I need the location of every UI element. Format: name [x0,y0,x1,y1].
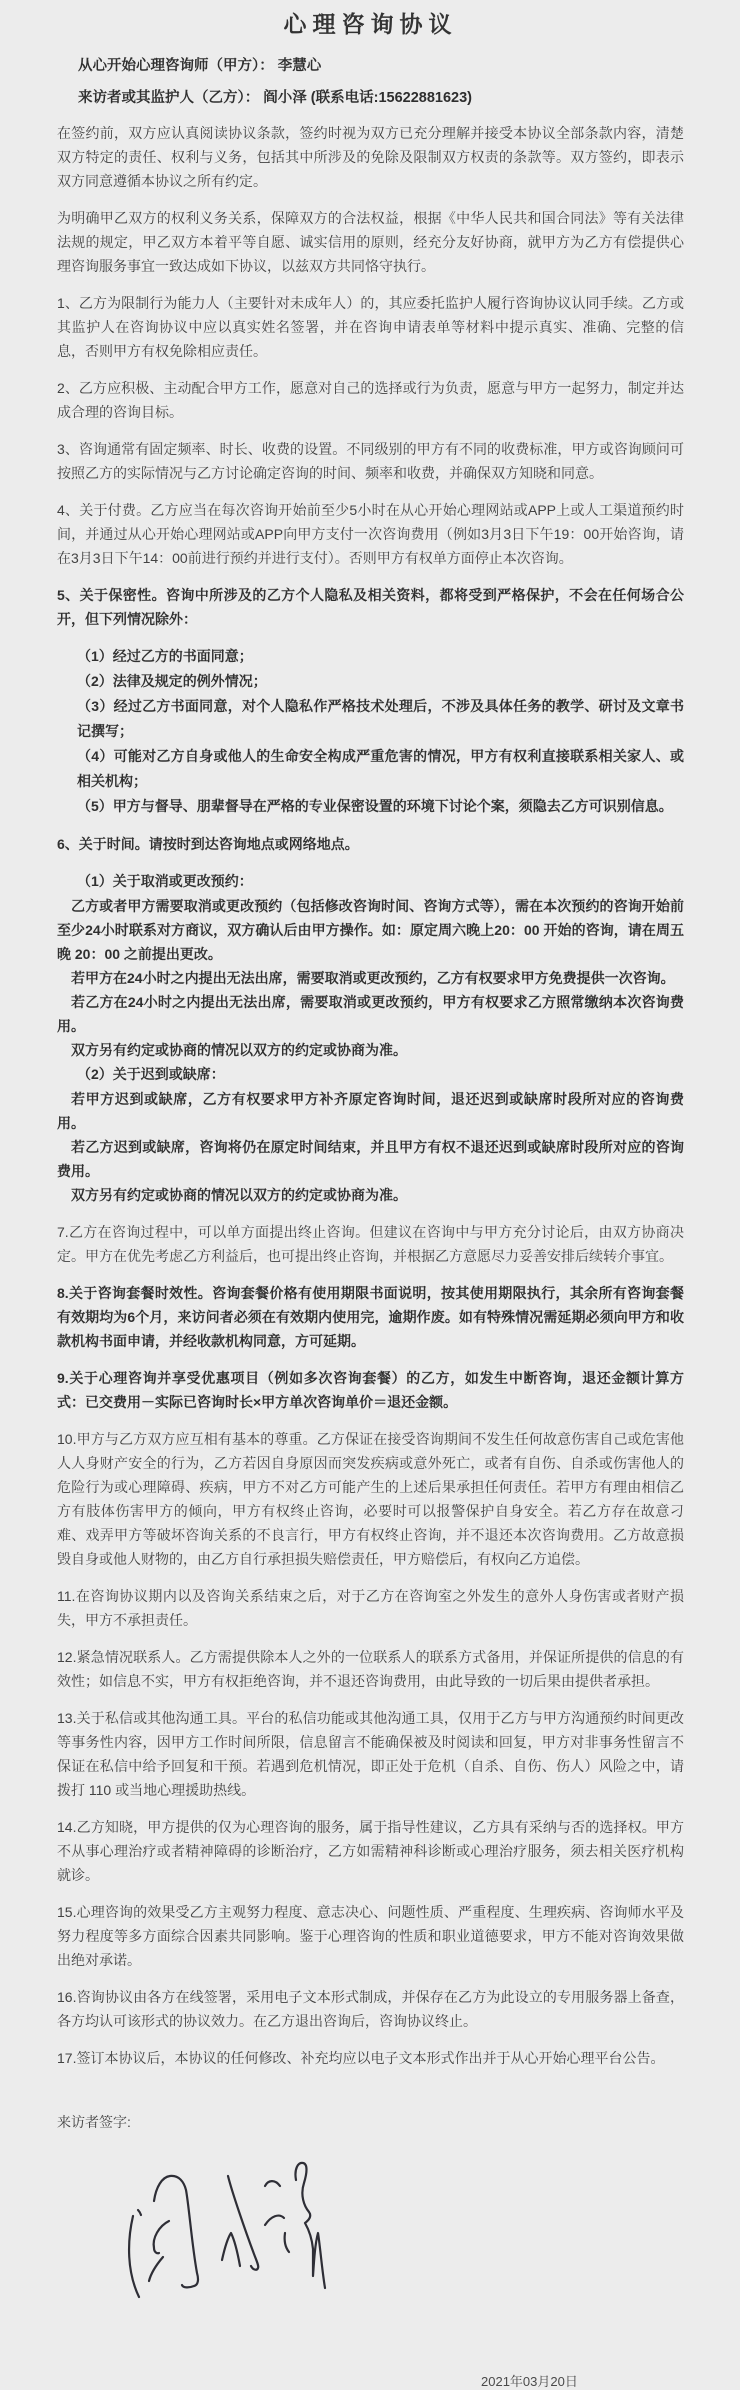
paragraph: 4、关于付费。乙方应当在每次咨询开始前至少5小时在从心开始心理网站或APP上或人工渠道预约时间，并通过从心开始心理网站或APP向甲方支付一次咨询费用（例如3月3日下午19：00开始咨询，请在3月3日下午14：00前进行预约并进行支付）。否则甲方有权单方面停止本次咨询。 [57,502,684,566]
paragraph: 6、关于时间。请按时到达咨询地点或网络地点。 [57,836,359,852]
paragraph: 3、咨询通常有固定频率、时长、收费的设置。不同级别的甲方有不同的收费标准，甲方或咨询顾问可按照乙方的实际情况与乙方讨论确定咨询的时间、频率和收费，并确保双方知晓和同意。 [57,441,684,481]
paragraph: 双方另有约定或协商的情况以双方的约定或协商为准。 [71,1042,407,1058]
signature-date: 2021年03月20日 [481,2374,578,2389]
paragraph: 7.乙方在咨询过程中，可以单方面提出终止咨询。但建议在咨询中与甲方充分讨论后，由双方协商决定。甲方在优先考虑乙方利益后，也可提出终止咨询，并根据乙方意愿尽力妥善安排后续转介事宜。 [57,1224,684,1264]
parties-section [57,57,684,107]
paragraph: 16.咨询协议由各方在线签署，采用电子文本形式制成，并保存在乙方为此设立的专用服务器上备查，各方均认可该形式的协议效力。在乙方退出咨询后，咨询协议终止。 [57,1989,684,2029]
party-value: 李慧心 [277,58,322,74]
paragraph: 5、关于保密性。咨询中所涉及的乙方个人隐私及相关资料，都将受到严格保护，不会在任何场合公开，但下列情况除外： [57,587,684,627]
party-line-1 [57,89,684,107]
paragraph: 8.关于咨询套餐时效性。咨询套餐价格有使用期限书面说明，按其使用期限执行，其余所有咨询套餐有效期均为6个月，来访问者必须在有效期内使用完，逾期作废。如有特殊情况需延期必须向甲方和收款机构书面申请，并经收款机构同意，方可延期。 [57,1285,684,1349]
list-item: （2）关于迟到或缺席： [77,1066,225,1082]
party-label: 从心开始心理咨询师（甲方）： [78,58,278,74]
agreement-body [57,121,684,2070]
paragraph: 双方另有约定或协商的情况以双方的约定或协商为准。 [71,1187,407,1203]
paragraph: 9.关于心理咨询并享受优惠项目（例如多次咨询套餐）的乙方，如发生中断咨询，退还金额计算方式：已交费用－实际已咨询时长×甲方单次咨询单价＝退还金额。 [57,1370,684,1410]
paragraph: 14.乙方知晓，甲方提供的仅为心理咨询的服务，属于指导性建议，乙方具有采纳与否的选择权。甲方不从事心理治疗或者精神障碍的诊断治疗，乙方如需精神科诊断或心理治疗服务，须去相关医疗机构就诊。 [57,1819,684,1883]
list-item: （4）可能对乙方自身或他人的生命安全构成严重危害的情况，甲方有权利直接联系相关家人、或相关机构； [77,748,684,789]
paragraph: 若乙方迟到或缺席，咨询将仍在原定时间结束，并且甲方有权不退还迟到或缺席时段所对应的咨询费用。 [57,1139,684,1179]
list-item: （1）经过乙方的书面同意； [77,648,253,664]
list-item: （3）经过乙方书面同意，对个人隐私作严格技术处理后，不涉及具体任务的教学、研讨及文章书记撰写； [77,698,684,739]
list-item: （2）法律及规定的例外情况； [77,673,267,689]
paragraph: 若乙方在24小时之内提出无法出席，需要取消或更改预约，甲方有权要求乙方照常缴纳本次咨询费用。 [57,994,684,1034]
list-item: （5）甲方与督导、朋辈督导在严格的专业保密设置的环境下讨论个案，须隐去乙方可识别信息。 [77,798,673,814]
paragraph: 若甲方在24小时之内提出无法出席，需要取消或更改预约，乙方有权要求甲方免费提供一次咨询。 [71,970,675,986]
paragraph: 13.关于私信或其他沟通工具。平台的私信功能或其他沟通工具，仅用于乙方与甲方沟通预约时间更改等事务性内容，因甲方工作时间所限，信息留言不能确保被及时阅读和回复，甲方对非事务性留言不保证在私信中给予回复和干预。若遇到危机情况，即正处于危机（自杀、自伤、伤人）风险之中，请拨打 110 或当地心理援助热线。 [57,1710,684,1798]
paragraph: 12.紧急情况联系人。乙方需提供除本人之外的一位联系人的联系方式备用，并保证所提供的信息的有效性；如信息不实，甲方有权拒绝咨询，并不退还咨询费用，由此导致的一切后果由提供者承担。 [57,1649,684,1689]
party-value: 阎小泽 (联系电话:15622881623) [263,90,473,106]
paragraph: 乙方或者甲方需要取消或更改预约（包括修改咨询时间、咨询方式等），需在本次预约的咨询开始前至少24小时联系对方商议，双方确认后由甲方操作。如：原定周六晚上20：00 开始的咨询，请在周五晚 20：00 之前提出更改。 [57,898,684,962]
paragraph: 2、乙方应积极、主动配合甲方工作，愿意对自己的选择或行为负责，愿意与甲方一起努力，制定并达成合理的咨询目标。 [57,380,684,420]
signature-strokes [121,2154,331,2304]
paragraph: 17.签订本协议后，本协议的任何修改、补充均应以电子文本形式作出并于从心开始心理平台公告。 [57,2050,665,2066]
paragraph: 在签约前，双方应认真阅读协议条款，签约时视为双方已充分理解并接受本协议全部条款内容，清楚双方特定的责任、权利与义务，包括其中所涉及的免除及限制双方权责的条款等。双方签约，即表示双方同意遵循本协议之所有约定。 [57,125,684,189]
signature-label: 来访者签字: [57,2114,131,2130]
paragraph: 15.心理咨询的效果受乙方主观努力程度、意志决心、问题性质、严重程度、生理疾病、咨询师水平及努力程度等多方面综合因素共同影响。鉴于心理咨询的性质和职业道德要求，甲方不能对咨询效果做出绝对承诺。 [57,1904,684,1968]
paragraph: 10.甲方与乙方双方应互相有基本的尊重。乙方保证在接受咨询期间不发生任何故意伤害自己或危害他人人身财产安全的行为，乙方若因自身原因而突发疾病或意外死亡，或者有自伤、自杀或伤害他人的危险行为或心理障碍、疾病，甲方不对乙方可能产生的上述后果承担任何责任。若甲方有理由相信乙方有肢体伤害甲方的倾向，甲方有权终止咨询，必要时可以报警保护自身安全。若乙方存在故意刁难、戏弄甲方等破坏咨询关系的不良言行，甲方有权终止咨询，并不退还本次咨询费用。乙方故意损毁自身或他人财物的，由乙方自行承担损失赔偿责任，甲方赔偿后，有权向乙方追偿。 [57,1431,684,1567]
client-signature-image [121,2154,331,2304]
party-line-0 [57,57,684,75]
paragraph: 1、乙方为限制行为能力人（主要针对未成年人）的，其应委托监护人履行咨询协议认同手续。乙方或其监护人在咨询协议中应以真实姓名签署，并在咨询申请表单等材料中提示真实、准确、完整的信息，否则甲方有权免除相应责任。 [57,295,684,359]
party-label: 来访者或其监护人（乙方）： [78,90,264,106]
paragraph: 为明确甲乙双方的权利义务关系，保障双方的合法权益，根据《中华人民共和国合同法》等有关法律法规的规定，甲乙双方本着平等自愿、诚实信用的原则，经充分友好协商，就甲方为乙方有偿提供心理咨询服务事宜一致达成如下协议，以兹双方共同恪守执行。 [57,210,684,274]
paragraph: 若甲方迟到或缺席，乙方有权要求甲方补齐原定咨询时间，退还迟到或缺席时段所对应的咨询费用。 [57,1091,684,1131]
paragraph: 11.在咨询协议期内以及咨询关系结束之后，对于乙方在咨询室之外发生的意外人身伤害或者财产损失，甲方不承担责任。 [57,1588,684,1628]
document-content [57,0,684,2390]
page-title: 心理咨询协议 [283,11,458,37]
list-item: （1）关于取消或更改预约： [77,873,253,889]
